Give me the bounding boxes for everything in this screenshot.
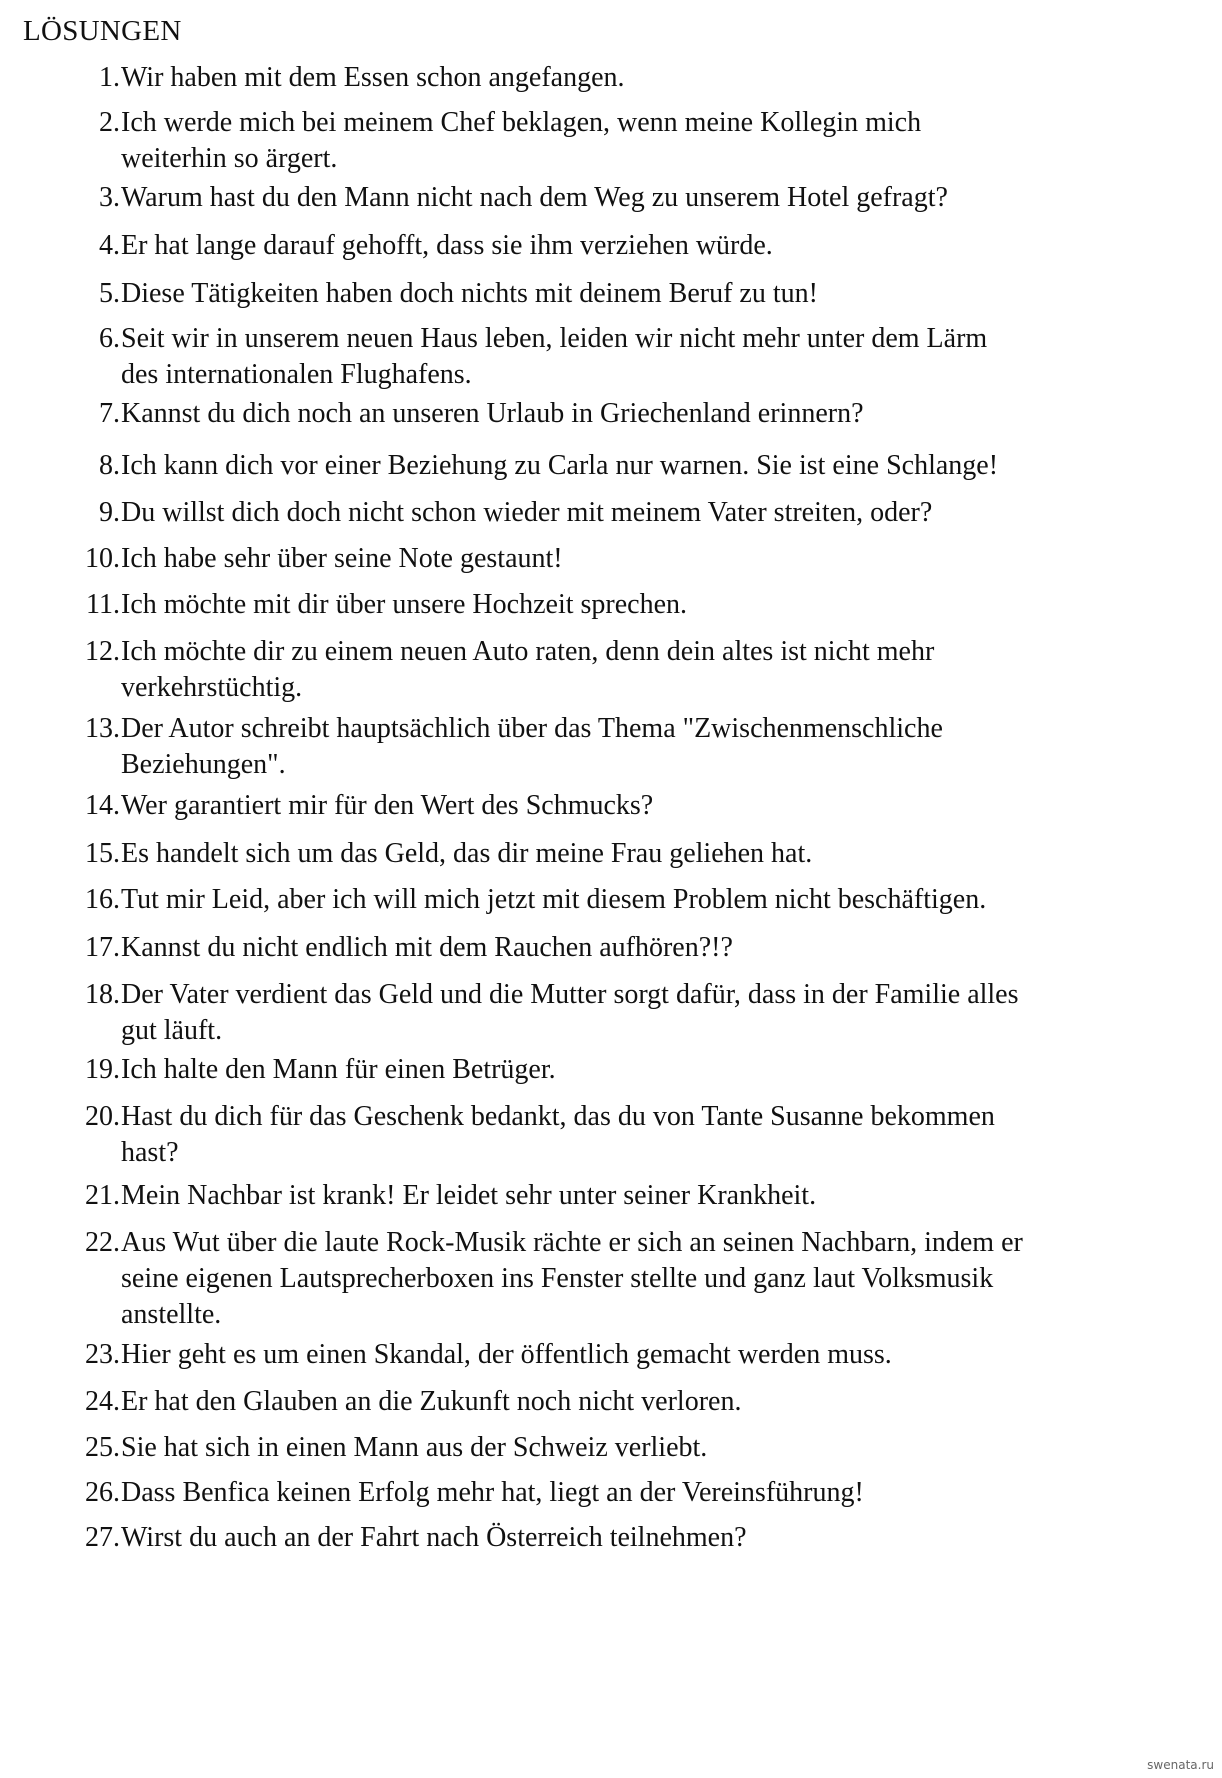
item-number: 14. bbox=[85, 790, 120, 821]
list-item bbox=[70, 60, 1170, 96]
item-number: 22. bbox=[85, 1227, 120, 1258]
item-text-line: Seit wir in unserem neuen Haus leben, leiden wir nicht mehr unter dem Lärm bbox=[121, 323, 988, 354]
item-text-line: Diese Tätigkeiten haben doch nichts mit deinem Beruf zu tun! bbox=[121, 278, 818, 309]
item-text-line: hast? bbox=[121, 1137, 179, 1168]
item-text bbox=[121, 1337, 1170, 1373]
item-number: 9. bbox=[99, 497, 120, 528]
list-item bbox=[70, 180, 1170, 216]
item-text-line: weiterhin so ärgert. bbox=[121, 143, 338, 174]
item-text-line: Hier geht es um einen Skandal, der öffentlich gemacht werden muss. bbox=[121, 1339, 892, 1370]
list-item bbox=[70, 1052, 1170, 1088]
item-text bbox=[121, 836, 1170, 872]
item-text bbox=[121, 105, 1170, 177]
item-text-line: Ich kann dich vor einer Beziehung zu Carla nur warnen. Sie ist eine Schlange! bbox=[121, 450, 999, 481]
list-item bbox=[70, 977, 1170, 1049]
item-number: 17. bbox=[85, 932, 120, 963]
item-text bbox=[121, 448, 1170, 484]
item-number: 16. bbox=[85, 884, 120, 915]
item-text-line: Aus Wut über die laute Rock-Musik rächte er sich an seinen Nachbarn, indem er bbox=[121, 1227, 1023, 1258]
item-number: 6. bbox=[99, 323, 120, 354]
item-text-line: Der Vater verdient das Geld und die Mutter sorgt dafür, dass in der Familie alles bbox=[121, 979, 1019, 1010]
item-number: 3. bbox=[99, 182, 120, 213]
item-number: 24. bbox=[85, 1386, 120, 1417]
item-text-line: Dass Benfica keinen Erfolg mehr hat, liegt an der Vereinsführung! bbox=[121, 1477, 864, 1508]
item-text-line: Wir haben mit dem Essen schon angefangen. bbox=[121, 62, 625, 93]
item-text bbox=[121, 276, 1170, 312]
item-text-line: Ich habe sehr über seine Note gestaunt! bbox=[121, 543, 563, 574]
item-text-line: Wirst du auch an der Fahrt nach Österreich teilnehmen? bbox=[121, 1522, 747, 1553]
item-text bbox=[121, 396, 1170, 432]
watermark: swenata.ru bbox=[1147, 1758, 1214, 1772]
item-text bbox=[121, 1430, 1170, 1466]
item-text-line: verkehrstüchtig. bbox=[121, 672, 303, 703]
list-item bbox=[70, 1384, 1170, 1420]
item-text-line: Ich möchte mit dir über unsere Hochzeit sprechen. bbox=[121, 589, 688, 620]
item-number: 15. bbox=[85, 838, 120, 869]
item-text bbox=[121, 541, 1170, 577]
list-item bbox=[70, 1475, 1170, 1511]
list-item bbox=[70, 1225, 1170, 1333]
item-text bbox=[121, 788, 1170, 824]
item-text bbox=[121, 977, 1170, 1049]
item-text bbox=[121, 180, 1170, 216]
item-text-line: Ich halte den Mann für einen Betrüger. bbox=[121, 1054, 556, 1085]
list-item bbox=[70, 634, 1170, 706]
item-text-line: des internationalen Flughafens. bbox=[121, 359, 472, 390]
list-item bbox=[70, 541, 1170, 577]
item-text bbox=[121, 711, 1170, 783]
item-text-line: Ich werde mich bei meinem Chef beklagen, wenn meine Kollegin mich bbox=[121, 107, 922, 138]
item-text bbox=[121, 228, 1170, 264]
item-text-line: gut läuft. bbox=[121, 1015, 223, 1046]
list-item bbox=[70, 396, 1170, 432]
item-number: 19. bbox=[85, 1054, 120, 1085]
item-text-line: Er hat den Glauben an die Zukunft noch nicht verloren. bbox=[121, 1386, 742, 1417]
item-text-line: Kannst du dich noch an unseren Urlaub in Griechenland erinnern? bbox=[121, 398, 864, 429]
item-text bbox=[121, 1225, 1170, 1333]
item-text bbox=[121, 1475, 1170, 1511]
list-item bbox=[70, 1520, 1170, 1556]
item-text-line: Tut mir Leid, aber ich will mich jetzt mit diesem Problem nicht beschäftigen. bbox=[121, 884, 987, 915]
item-text bbox=[121, 321, 1170, 393]
list-item bbox=[70, 587, 1170, 623]
item-text bbox=[121, 1520, 1170, 1556]
item-text-line: Er hat lange darauf gehofft, dass sie ihm verziehen würde. bbox=[121, 230, 773, 261]
item-text-line: Es handelt sich um das Geld, das dir meine Frau geliehen hat. bbox=[121, 838, 813, 869]
item-text-line: Ich möchte dir zu einem neuen Auto raten, denn dein altes ist nicht mehr bbox=[121, 636, 935, 667]
item-text bbox=[121, 882, 1170, 918]
item-number: 8. bbox=[99, 450, 120, 481]
item-text-line: Beziehungen". bbox=[121, 749, 286, 780]
item-text-line: Mein Nachbar ist krank! Er leidet sehr unter seiner Krankheit. bbox=[121, 1180, 817, 1211]
list-item bbox=[70, 448, 1170, 484]
item-number: 5. bbox=[99, 278, 120, 309]
item-text-line: Sie hat sich in einen Mann aus der Schweiz verliebt. bbox=[121, 1432, 708, 1463]
list-item bbox=[70, 788, 1170, 824]
list-item bbox=[70, 1430, 1170, 1466]
list-item bbox=[70, 1337, 1170, 1373]
item-text bbox=[121, 495, 1170, 531]
item-number: 18. bbox=[85, 979, 120, 1010]
item-text-line: Wer garantiert mir für den Wert des Schmucks? bbox=[121, 790, 654, 821]
list-item bbox=[70, 495, 1170, 531]
list-item bbox=[70, 321, 1170, 393]
item-text-line: anstellte. bbox=[121, 1299, 222, 1330]
item-text bbox=[121, 1178, 1170, 1214]
item-number: 26. bbox=[85, 1477, 120, 1508]
item-text bbox=[121, 587, 1170, 623]
item-text-line: Warum hast du den Mann nicht nach dem Weg zu unserem Hotel gefragt? bbox=[121, 182, 948, 213]
item-text-line: Du willst dich doch nicht schon wieder mit meinem Vater streiten, oder? bbox=[121, 497, 933, 528]
list-item bbox=[70, 711, 1170, 783]
list-item bbox=[70, 930, 1170, 966]
list-item bbox=[70, 836, 1170, 872]
list-item bbox=[70, 228, 1170, 264]
item-text bbox=[121, 634, 1170, 706]
item-number: 11. bbox=[86, 589, 120, 620]
item-number: 7. bbox=[99, 398, 120, 429]
item-number: 20. bbox=[85, 1101, 120, 1132]
page-title: LÖSUNGEN bbox=[23, 15, 182, 47]
item-text-line: seine eigenen Lautsprecherboxen ins Fenster stellte und ganz laut Volksmusik bbox=[121, 1263, 994, 1294]
list-item bbox=[70, 105, 1170, 177]
item-number: 4. bbox=[99, 230, 120, 261]
item-text bbox=[121, 1099, 1170, 1171]
item-number: 1. bbox=[99, 62, 120, 93]
list-item bbox=[70, 1099, 1170, 1171]
item-text-line: Der Autor schreibt hauptsächlich über das Thema "Zwischenmenschliche bbox=[121, 713, 943, 744]
item-number: 2. bbox=[99, 107, 120, 138]
item-number: 23. bbox=[85, 1339, 120, 1370]
item-number: 13. bbox=[85, 713, 120, 744]
list-item bbox=[70, 276, 1170, 312]
list-item bbox=[70, 1178, 1170, 1214]
item-text-line: Hast du dich für das Geschenk bedankt, das du von Tante Susanne bekommen bbox=[121, 1101, 995, 1132]
item-number: 12. bbox=[85, 636, 120, 667]
item-text bbox=[121, 1384, 1170, 1420]
item-number: 21. bbox=[85, 1180, 120, 1211]
item-number: 27. bbox=[85, 1522, 120, 1553]
item-text-line: Kannst du nicht endlich mit dem Rauchen aufhören?!? bbox=[121, 932, 733, 963]
item-text bbox=[121, 60, 1170, 96]
item-number: 10. bbox=[85, 543, 120, 574]
list-item bbox=[70, 882, 1170, 918]
item-number: 25. bbox=[85, 1432, 120, 1463]
item-text bbox=[121, 930, 1170, 966]
item-text bbox=[121, 1052, 1170, 1088]
